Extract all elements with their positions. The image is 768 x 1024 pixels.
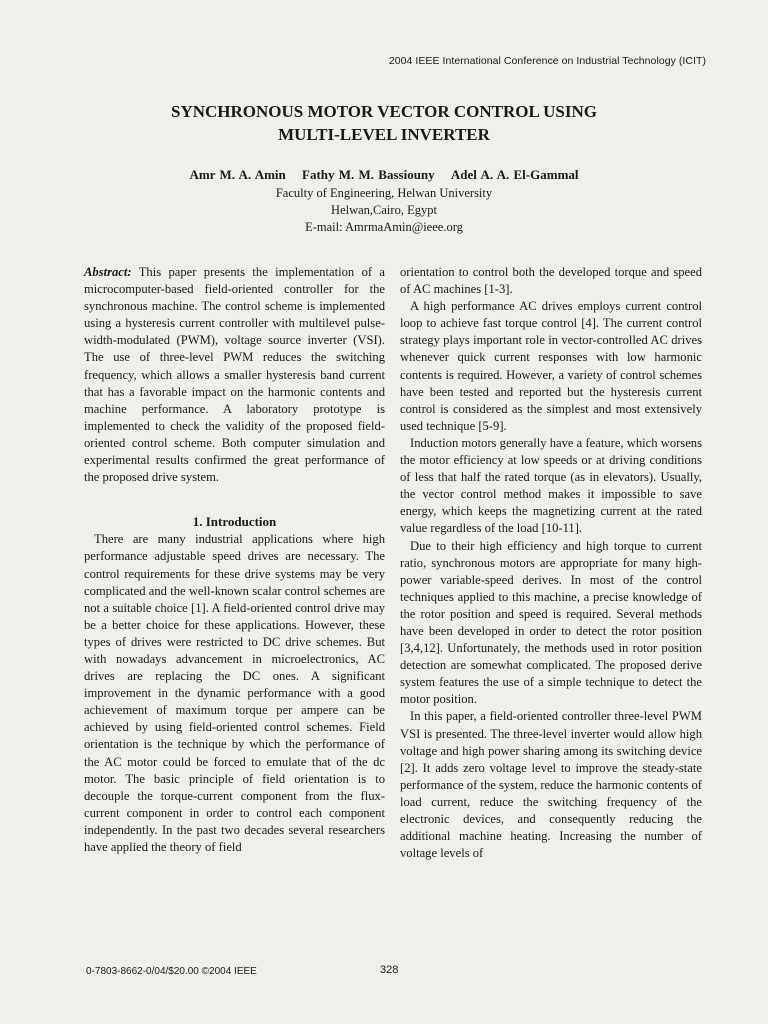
intro-paragraph-2: A high performance AC drives employs current control loop to achieve fast torque control [4]. The current control strategy plays important role in vector-controlled AC drives whenever quick current responses with low harmonic contents is required. However, a variety of control schemes have been tested and reported but the hysteresis current control is considered as the simplest and most extensively used technique [5-9]. — [400, 299, 702, 433]
author-1: Amr M. A. Amin — [189, 167, 286, 182]
intro-paragraph-5: In this paper, a field-oriented controller three-level PWM VSI is presented. The three-level inverter would allow high voltage and high power sharing among its switching device [2]. It adds zero voltage level to improve the steady-state performance of the system, reduce the harmonic contents of load current, reduce the switching frequency of the electronic devices, and consequently reducing the additional machine heating. Increasing the number of voltage levels of — [400, 709, 702, 861]
paper-title — [0, 100, 768, 146]
intro-paragraph-3: Induction motors generally have a feature, which worsens the motor efficiency at low speeds or at driving conditions of less that half the rated torque (as in elevators). Usually, the vector control method makes it impossible to save energy, which keeps the magnetizing current at the rated value regardless of the load [10-11]. — [400, 435, 702, 536]
abstract — [84, 264, 385, 486]
author-3: Adel A. A. El-Gammal — [450, 167, 579, 182]
page-number: 328 — [380, 964, 399, 976]
copyright-notice: 0-7803-8662-0/04/$20.00 ©2004 IEEE — [86, 966, 257, 977]
author-list — [0, 167, 768, 183]
title-line-1: SYNCHRONOUS MOTOR VECTOR CONTROL USING — [170, 102, 598, 121]
abstract-label: Abstract: — [84, 265, 132, 279]
intro-paragraph-4: Due to their high efficiency and high torque to current ratio, synchronous motors are appropriate for many high-power variable-speed derives. In most of the control techniques applied to this machine, a precise knowledge of the rotor position and speed is required. Several methods have been developed in order to detect the rotor position [3,4,12]. Unfortunately, the methods used in rotor position detection are somewhat complicated. The proposed derive system features the use of a simple technique to detect the motor position. — [400, 538, 702, 707]
title-line-2: MULTI-LEVEL INVERTER — [278, 125, 490, 144]
right-column — [400, 264, 702, 862]
intro-paragraph-continued: orientation to control both the developed torque and speed of AC machines [1-3]. — [400, 265, 702, 297]
section-heading-introduction: 1. Introduction — [192, 514, 277, 530]
author-2: Fathy M. M. Bassiouny — [302, 167, 435, 182]
affiliation-email: E-mail: AmrmaAmin@ieee.org — [305, 220, 463, 234]
conference-header: 2004 IEEE International Conference on Industrial Technology (ICIT) — [388, 55, 706, 67]
affiliation-faculty: Faculty of Engineering, Helwan University — [275, 186, 493, 200]
left-column — [84, 264, 385, 856]
intro-paragraph-1: There are many industrial applications where high performance adjustable speed drives are necessary. The control requirements for these drive systems may be very complicated and the well-known scalar control schemes are not a suitable choice [1]. A field-oriented control drive may be a better choice for these applications. However, these types of drives were restricted to DC drive schemes. But with nowadays advancement in microelectronics, AC drives are replacing the DC ones. A significant improvement in the dynamic performance with a good achievement of maximum torque per ampere can be achieved by using field-oriented control schemes. Field orientation is the technique by which the performance of the AC motor could be forced to emulate that of the dc motor. The basic principle of field orientation is to decouple the torque-current component from the flux-current component in order to control each component independently. In the past two decades several researchers have applied the theory of field — [84, 532, 385, 854]
affiliation-location: Helwan,Cairo, Egypt — [331, 203, 437, 217]
affiliation — [0, 185, 768, 236]
abstract-text: This paper presents the implementation of a microcomputer-based field-oriented controller for the synchronous machine. The control scheme is implemented using a hysteresis current controller with multilevel pulse-width-modulated (PWM), voltage source inverter (VSI). The use of three-level PWM reduces the switching frequency, which allows a smaller hysteresis band current that has a favorable impact on the harmonic contents and machine performance. A laboratory prototype is implemented to check the validity of the proposed field-oriented control scheme. Both computer simulation and experimental results confirmed the great performance of the proposed drive system. — [84, 265, 386, 485]
